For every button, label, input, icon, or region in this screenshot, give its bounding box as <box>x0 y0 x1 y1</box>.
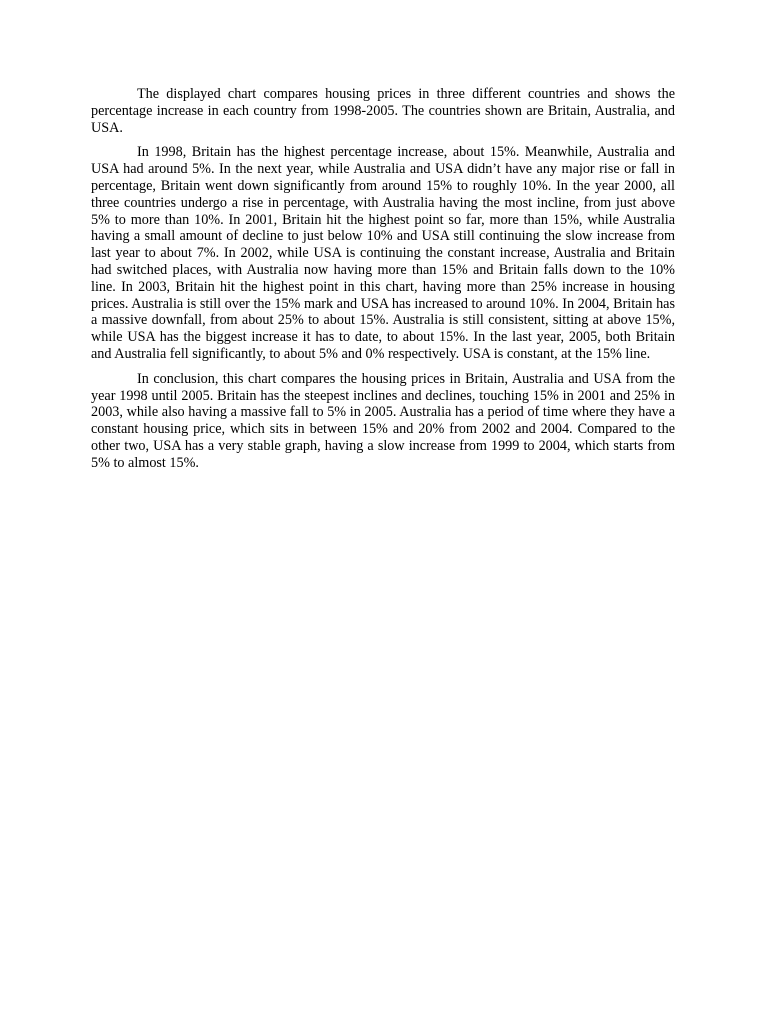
paragraph-intro: The displayed chart compares housing prices in three different countries and shows the percentage increase in each country from 1998-2005. The countries shown are Britain, Australia, and USA. <box>91 86 675 136</box>
document-body <box>91 86 675 480</box>
paragraph-conclusion: In conclusion, this chart compares the housing prices in Britain, Australia and USA from the year 1998 until 2005. Britain has the steepest inclines and declines, touching 15% in 2001 and 25% in 2003, while also having a massive fall to 5% in 2005. Australia has a period of time where they have a constant housing price, which sits in between 15% and 20% from 2002 and 2004. Compared to the other two, USA has a very stable graph, having a slow increase from 1999 to 2004, which starts from 5% to almost 15%. <box>91 370 675 471</box>
paragraph-details: In 1998, Britain has the highest percentage increase, about 15%. Meanwhile, Australia and USA had around 5%. In the next year, while Australia and USA didn’t have any major rise or fall in percentage, Britain went down significantly from around 15% to roughly 10%. In the year 2000, all three countries undergo a rise in percentage, with Australia having the most incline, from just above 5% to more than 10%. In 2001, Britain hit the highest point so far, more than 15%, while Australia having a small amount of decline to just below 10% and USA still continuing the slow increase from last year to about 7%. In 2002, while USA is continuing the constant increase, Australia and Britain had switched places, with Australia now having more than 15% and Britain falls down to the 10% line. In 2003, Britain hit the highest point in this chart, having more than 25% increase in housing prices. Australia is still over the 15% mark and USA has increased to around 10%. In 2004, Britain has a massive downfall, from about 25% to about 15%. Australia is still consistent, sitting at above 15%, while USA has the biggest increase it has to date, to about 15%. In the last year, 2005, both Britain and Australia fell significantly, to about 5% and 0% respectively. USA is constant, at the 15% line. <box>91 144 675 362</box>
